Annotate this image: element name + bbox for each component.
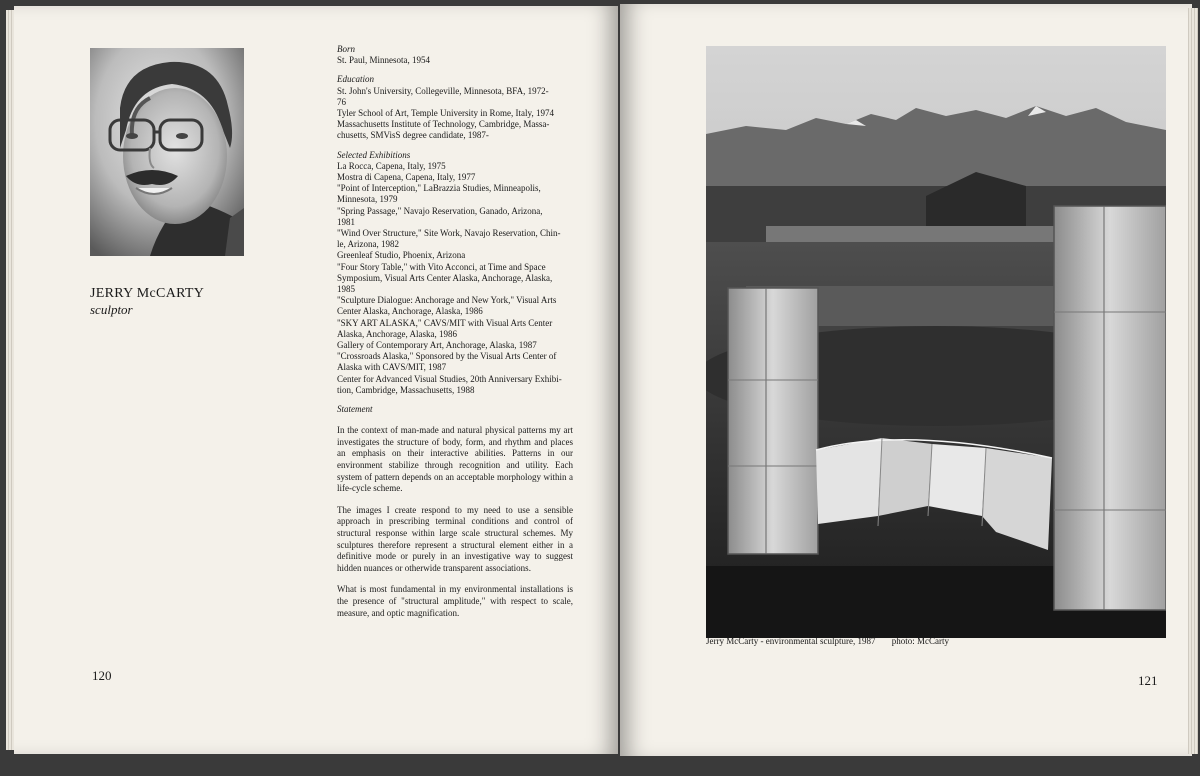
artist-role: sculptor <box>90 302 133 317</box>
born-heading: Born <box>337 44 355 54</box>
education-line: Tyler School of Art, Temple University in Rome, Italy, 1974 <box>337 108 554 119</box>
exhibition-line: Gallery of Contemporary Art, Anchorage, Alaska, 1987 <box>337 340 537 351</box>
exhibition-line: 1981 <box>337 216 355 227</box>
exhibition-line: Symposium, Visual Arts Center Alaska, Anchorage, Alaska, <box>337 272 553 283</box>
born-section <box>337 44 573 66</box>
exhibition-line: "Crossroads Alaska," Sponsored by the Visual Arts Center of <box>337 351 557 362</box>
exhibition-line: Greenleaf Studio, Phoenix, Arizona <box>337 250 466 261</box>
exhibition-line: La Rocca, Capena, Italy, 1975 <box>337 160 446 171</box>
exhibition-line: "SKY ART ALASKA," CAVS/MIT with Visual Arts Center <box>337 317 553 328</box>
photo-credit: photo: McCarty <box>891 636 949 646</box>
statement-section <box>337 404 573 619</box>
exhibition-line: Center Alaska, Anchorage, Alaska, 1986 <box>337 306 483 317</box>
exhibition-line: Alaska with CAVS/MIT, 1987 <box>337 362 447 373</box>
born-line: St. Paul, Minnesota, 1954 <box>337 55 431 66</box>
artist-name: JERRY McCARTY <box>90 286 205 301</box>
exhibition-line: le, Arizona, 1982 <box>337 239 399 250</box>
exhibition-line: "Wind Over Structure," Site Work, Navajo Reservation, Chin- <box>337 228 561 239</box>
photo-caption <box>706 636 949 646</box>
exhibition-line: tion, Cambridge, Massachusetts, 1988 <box>337 384 475 395</box>
right-page-edges <box>1188 8 1198 754</box>
education-line: Massachusetts Institute of Technology, Cambridge, Massa- <box>337 119 550 130</box>
artist-bio <box>337 44 573 629</box>
education-heading: Education <box>337 74 374 85</box>
statement-heading: Statement <box>337 404 373 415</box>
statement-paragraph: What is most fundamental in my environmental installations is the presence of "structural amplitude," with respect to scale, measure, and optic magnification. <box>337 584 573 618</box>
artist-portrait <box>90 48 244 256</box>
exhibition-line: "Spring Passage," Navajo Reservation, Ganado, Arizona, <box>337 205 543 216</box>
exhibition-line: "Point of Interception," LaBrazzia Studies, Minneapolis, <box>337 183 541 194</box>
exhibitions-heading: Selected Exhibitions <box>337 149 411 160</box>
exhibition-line: Mostra di Capena, Capena, Italy, 1977 <box>337 172 476 183</box>
exhibition-line: Alaska, Anchorage, Alaska, 1986 <box>337 328 457 339</box>
education-line: St. John's University, Collegeville, Minnesota, BFA, 1972- <box>337 85 549 96</box>
exhibition-line: Center for Advanced Visual Studies, 20th Anniversary Exhibi- <box>337 373 562 384</box>
exhibition-line: 1985 <box>337 284 355 295</box>
statement-paragraph: In the context of man-made and natural physical patterns my art investigates the structure of body, form, and rhythm and places an emphasis on their interactive abilities. Patterns in our environment stabilize through recognition and utility. Each system of pattern depends on an acceptable morphology within a life-cycle scheme. <box>337 425 573 494</box>
education-line: 76 <box>337 96 346 107</box>
page-number-left: 120 <box>92 668 112 683</box>
exhibitions-section <box>337 150 573 396</box>
caption-text: Jerry McCarty - environmental sculpture, 1987 <box>706 636 876 646</box>
education-section <box>337 74 573 141</box>
education-line: chusetts, SMVisS degree candidate, 1987- <box>337 130 489 141</box>
page-number-right: 121 <box>1138 673 1158 688</box>
statement-paragraph: The images I create respond to my need to use a sensible approach in prescribing terminal conditions and control of structural response within large scale structural schemes. My sculptures therefore represent a structural element either in a definitive mode or purely in an investigative way to suggest hidden nuances or otherwide transparent associations. <box>337 504 573 573</box>
exhibition-line: "Four Story Table," with Vito Acconci, at Time and Space <box>337 261 546 272</box>
exhibition-line: Minnesota, 1979 <box>337 194 398 205</box>
sculpture-photo <box>706 46 1166 638</box>
exhibition-line: "Sculpture Dialogue: Anchorage and New York," Visual Arts <box>337 295 557 306</box>
